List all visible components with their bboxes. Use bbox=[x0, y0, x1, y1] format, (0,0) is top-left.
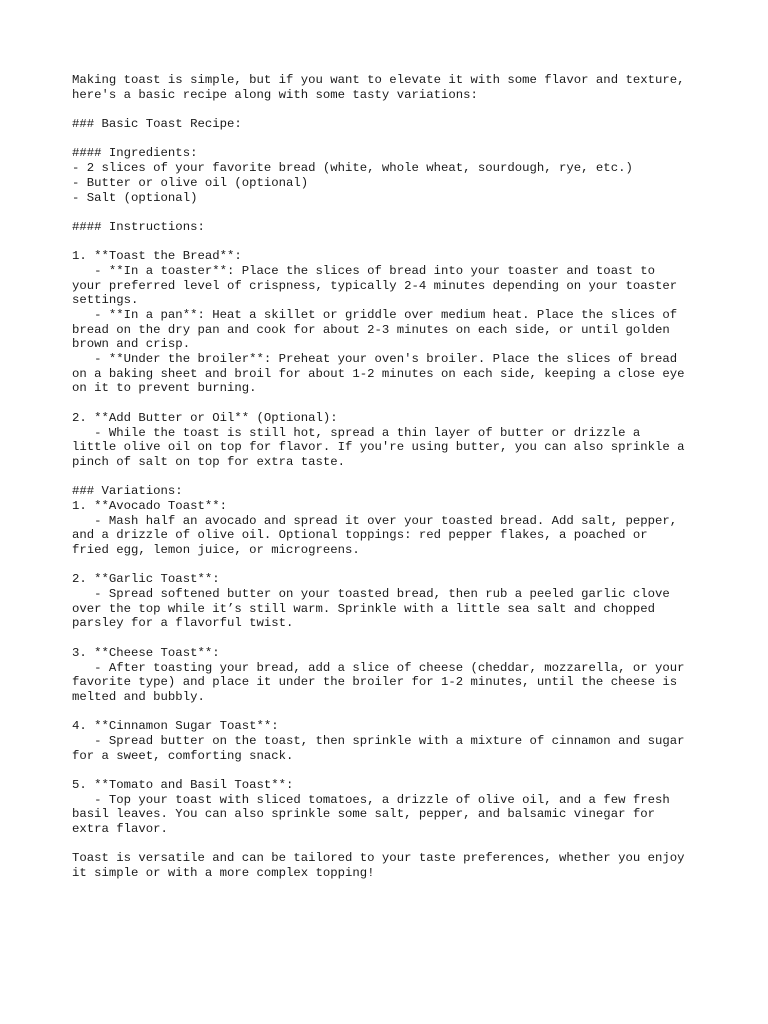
text-line: - Mash half an avocado and spread it over your toasted bread. Add salt, pepper, bbox=[72, 513, 678, 528]
text-line: ### Variations: bbox=[72, 484, 183, 499]
blank-line bbox=[72, 132, 712, 147]
text-line: 4. **Cinnamon Sugar Toast**: bbox=[72, 719, 279, 734]
text-line: basil leaves. You can also sprinkle some salt, pepper, and balsamic vinegar for bbox=[72, 807, 655, 822]
text-line: - Spread butter on the toast, then sprinkle with a mixture of cinnamon and sugar bbox=[72, 733, 685, 748]
text-line: it simple or with a more complex topping! bbox=[72, 866, 375, 881]
text-line: #### Ingredients: bbox=[72, 146, 198, 161]
text-line: little olive oil on top for flavor. If you're using butter, you can also sprinkle a bbox=[72, 440, 685, 455]
text-line: - **In a pan**: Heat a skillet or griddle over medium heat. Place the slices of bbox=[72, 308, 678, 322]
text-line: favorite type) and place it under the broiler for 1-2 minutes, until the cheese is bbox=[72, 675, 678, 690]
text-line: Making toast is simple, but if you want to elevate it with some flavor and texture, bbox=[72, 73, 685, 87]
text-line: settings. bbox=[72, 293, 139, 308]
blank-line bbox=[72, 705, 712, 720]
blank-line bbox=[72, 763, 712, 778]
blank-line bbox=[72, 102, 712, 117]
blank-line bbox=[72, 205, 712, 220]
text-line: - Spread softened butter on your toasted bread, then rub a peeled garlic clove bbox=[72, 587, 670, 602]
text-line: 2. **Garlic Toast**: bbox=[72, 572, 220, 587]
text-line: melted and bubbly. bbox=[72, 689, 205, 704]
text-line: - 2 slices of your favorite bread (white, whole wheat, sourdough, rye, etc.) bbox=[72, 161, 633, 176]
text-line: - Butter or olive oil (optional) bbox=[72, 175, 309, 190]
text-line: - **Under the broiler**: Preheat your oven's broiler. Place the slices of bread bbox=[72, 352, 678, 367]
blank-line bbox=[72, 558, 712, 573]
text-line: 1. **Toast the Bread**: bbox=[72, 249, 242, 264]
text-line: your preferred level of crispness, typically 2-4 minutes depending on your toaster bbox=[72, 278, 678, 293]
text-line: brown and crisp. bbox=[72, 337, 191, 352]
text-line: #### Instructions: bbox=[72, 219, 205, 234]
blank-line bbox=[72, 837, 712, 852]
text-line: 3. **Cheese Toast**: bbox=[72, 645, 220, 660]
blank-line bbox=[72, 235, 712, 250]
text-line: parsley for a flavorful twist. bbox=[72, 616, 294, 631]
document-body bbox=[72, 73, 712, 881]
text-line: here's a basic recipe along with some tasty variations: bbox=[72, 87, 478, 102]
text-line: pinch of salt on top for extra taste. bbox=[72, 454, 346, 469]
text-line: 2. **Add Butter or Oil** (Optional): bbox=[72, 410, 338, 425]
text-line: - After toasting your bread, add a slice of cheese (cheddar, mozzarella, or your bbox=[72, 660, 685, 675]
text-line: Toast is versatile and can be tailored to your taste preferences, whether you enjoy bbox=[72, 851, 685, 866]
text-line: 5. **Tomato and Basil Toast**: bbox=[72, 778, 294, 792]
text-line: - Salt (optional) bbox=[72, 190, 198, 205]
blank-line bbox=[72, 470, 712, 485]
text-line: fried egg, lemon juice, or microgreens. bbox=[72, 543, 360, 557]
text-line: ### Basic Toast Recipe: bbox=[72, 117, 242, 132]
text-line: on it to prevent burning. bbox=[72, 381, 257, 396]
text-line: bread on the dry pan and cook for about 2-3 minutes on each side, or until golden bbox=[72, 322, 670, 337]
text-line: 1. **Avocado Toast**: bbox=[72, 498, 227, 513]
text-line: and a drizzle of olive oil. Optional toppings: red pepper flakes, a poached or bbox=[72, 528, 648, 543]
text-line: - Top your toast with sliced tomatoes, a drizzle of olive oil, and a few fresh bbox=[72, 792, 670, 807]
text-line: for a sweet, comforting snack. bbox=[72, 748, 294, 763]
text-line: on a baking sheet and broil for about 1-2 minutes on each side, keeping a close eye bbox=[72, 366, 685, 381]
text-line: extra flavor. bbox=[72, 822, 168, 837]
blank-line bbox=[72, 631, 712, 646]
text-line: over the top while it’s still warm. Sprinkle with a little sea salt and chopped bbox=[72, 601, 655, 616]
text-line: - While the toast is still hot, spread a thin layer of butter or drizzle a bbox=[72, 425, 641, 440]
blank-line bbox=[72, 396, 712, 411]
text-line: - **In a toaster**: Place the slices of bread into your toaster and toast to bbox=[72, 263, 655, 278]
